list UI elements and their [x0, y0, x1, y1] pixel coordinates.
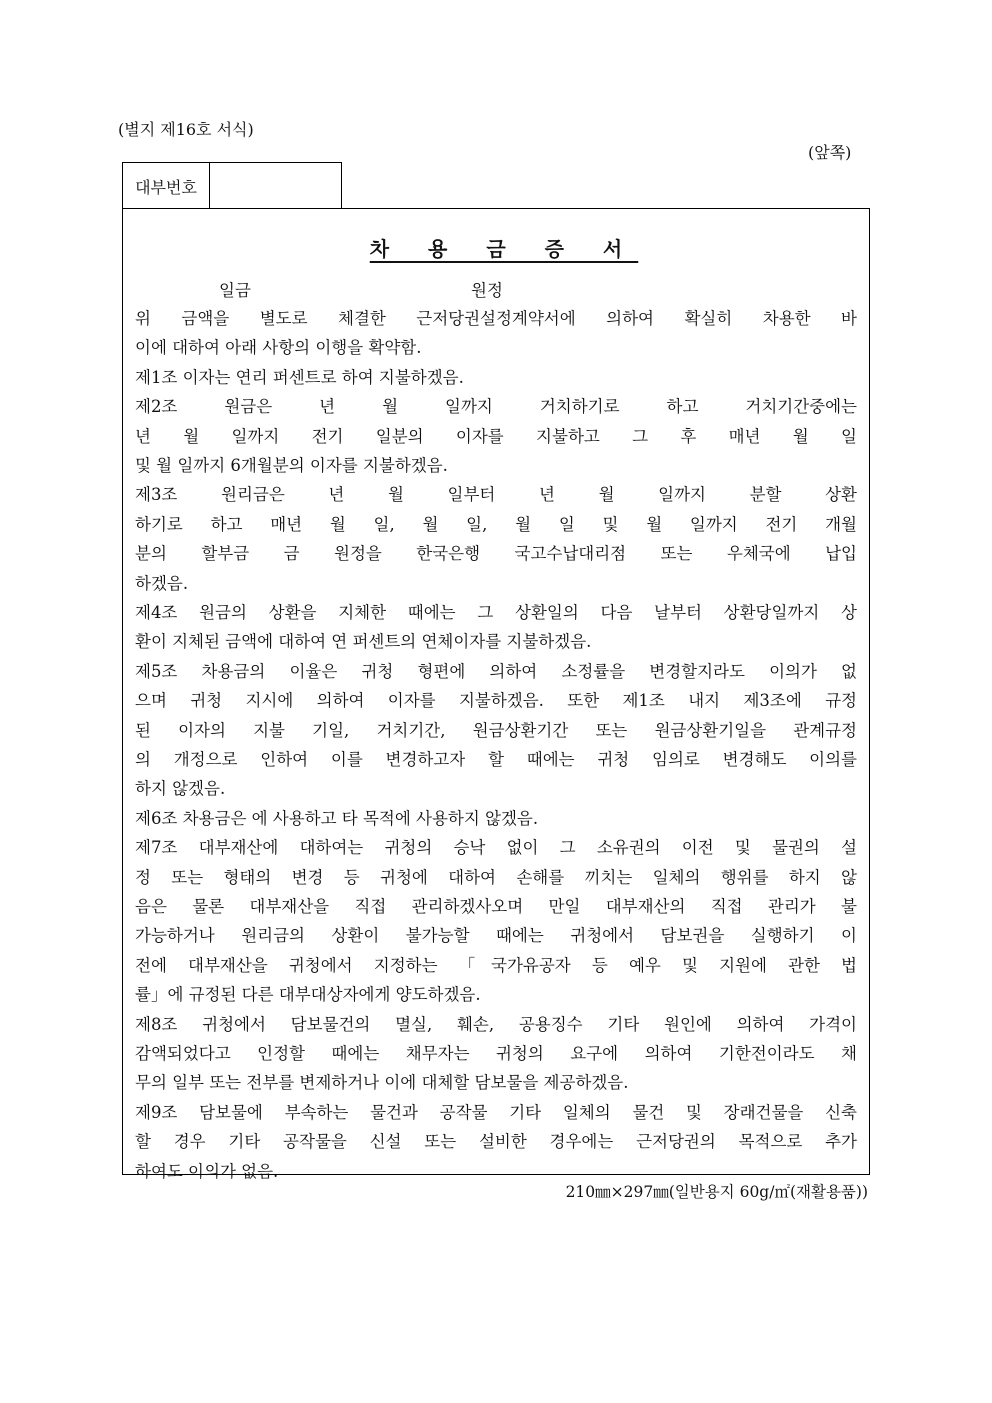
document-line: 제7조 대부재산에 대하여는 귀청의 승낙 없이 그 소유권의 이전 및 물권의 설 — [135, 838, 857, 858]
document-body — [122, 208, 870, 1181]
document-line: 제2조 원금은 년 월 일까지 거치하기로 하고 거치기간중에는 — [135, 397, 857, 417]
document-line: 하기로 하고 매년 월 일, 월 일, 월 일 및 월 일까지 전기 개월 — [135, 514, 857, 534]
document-line: 제9조 담보물에 부속하는 물건과 공작물 기타 일체의 물건 및 장래건물을 신축 — [135, 1102, 857, 1122]
document-line: 제3조 원리금은 년 월 일부터 년 월 일까지 분할 상환 — [135, 485, 857, 505]
document-line: 의 개정으로 인하여 이를 변경하고자 할 때에는 귀청 임의로 변경해도 이의를 — [135, 750, 857, 769]
document-line: 제4조 원금의 상환을 지체한 때에는 그 상환일의 다음 날부터 상환당일까지 상 — [135, 603, 857, 622]
document-line: 정 또는 형태의 변경 등 귀청에 대하여 손해를 끼치는 일체의 행위를 하지 않 — [135, 867, 857, 887]
document-line: 하지 않겠음. — [135, 779, 226, 799]
document-line: 하여도 이의가 없음. — [135, 1161, 279, 1181]
document-line: 분의 할부금 금 원정을 한국은행 국고수납대리점 또는 우체국에 납입 — [135, 544, 857, 564]
document-line: 환이 지체된 금액에 대하여 연 퍼센트의 연체이자를 지불하겠음. — [135, 632, 592, 652]
document-line: 률」에 규정된 다른 대부대상자에게 양도하겠음. — [135, 985, 481, 1005]
document-line: 음은 물론 대부재산을 직접 관리하겠사오며 만일 대부재산의 직접 관리가 불 — [135, 897, 857, 916]
page-side-label: (앞쪽) — [808, 143, 852, 162]
form-code: (별지 제16호 서식) — [118, 120, 254, 139]
document-line: 으며 귀청 지시에 의하여 이자를 지불하겠음. 또한 제1조 내지 제3조에 규정 — [135, 691, 857, 711]
document-line: 이에 대하여 아래 사항의 이행을 확약함. — [135, 338, 422, 358]
registry-number-label: 대부번호 — [123, 163, 210, 209]
document-line: 제8조 귀청에서 담보물건의 멸실, 훼손, 공용징수 기타 원인에 의하여 가격이 — [135, 1014, 857, 1034]
registry-number-field[interactable] — [210, 163, 341, 209]
document-line: 위 금액을 별도로 체결한 근저당권설정계약서에 의하여 확실히 차용한 바 — [135, 309, 857, 328]
document-title — [123, 233, 869, 262]
document-line: 무의 일부 또는 전부를 변제하거나 이에 대체할 담보물을 제공하겠음. — [135, 1073, 629, 1093]
document-line: 제1조 이자는 연리 퍼센트로 하여 지불하겠음. — [135, 367, 464, 387]
document-line: 된 이자의 지불 기일, 거치기간, 원금상환기간 또는 원금상환기일을 관계규정 — [135, 720, 857, 740]
paper-spec-footer: 210㎜×297㎜(일반용지 60g/㎡(재활용품)) — [565, 1183, 868, 1201]
document-line: 가능하거나 원리금의 상환이 불가능할 때에는 귀청에서 담보권을 실행하기 이 — [135, 926, 857, 946]
document-line: 년 월 일까지 전기 일분의 이자를 지불하고 그 후 매년 월 일 — [135, 426, 857, 446]
document-line: 할 경우 기타 공작물을 신설 또는 설비한 경우에는 근저당권의 목적으로 추가 — [135, 1132, 857, 1152]
registry-number-box — [122, 162, 342, 209]
amount-suffix: 원정 — [471, 281, 503, 300]
title-text: 차 용 금 증 서 — [369, 237, 639, 261]
document-line: 감액되었다고 인정할 때에는 채무자는 귀청의 요구에 의하여 기한전이라도 채 — [135, 1044, 857, 1063]
document-line: 제6조 차용금은 에 사용하고 타 목적에 사용하지 않겠음. — [135, 808, 539, 828]
document-line: 및 월 일까지 6개월분의 이자를 지불하겠음. — [135, 456, 448, 475]
document-line: 제5조 차용금의 이율은 귀청 형편에 의하여 소정률을 변경할지라도 이의가 없 — [135, 661, 857, 681]
document-line: 전에 대부재산을 귀청에서 지정하는 「국가유공자 등 예우 및 지원에 관한 법 — [135, 955, 857, 975]
amount-prefix: 일금 — [219, 281, 251, 300]
document-line: 하겠음. — [135, 573, 189, 593]
